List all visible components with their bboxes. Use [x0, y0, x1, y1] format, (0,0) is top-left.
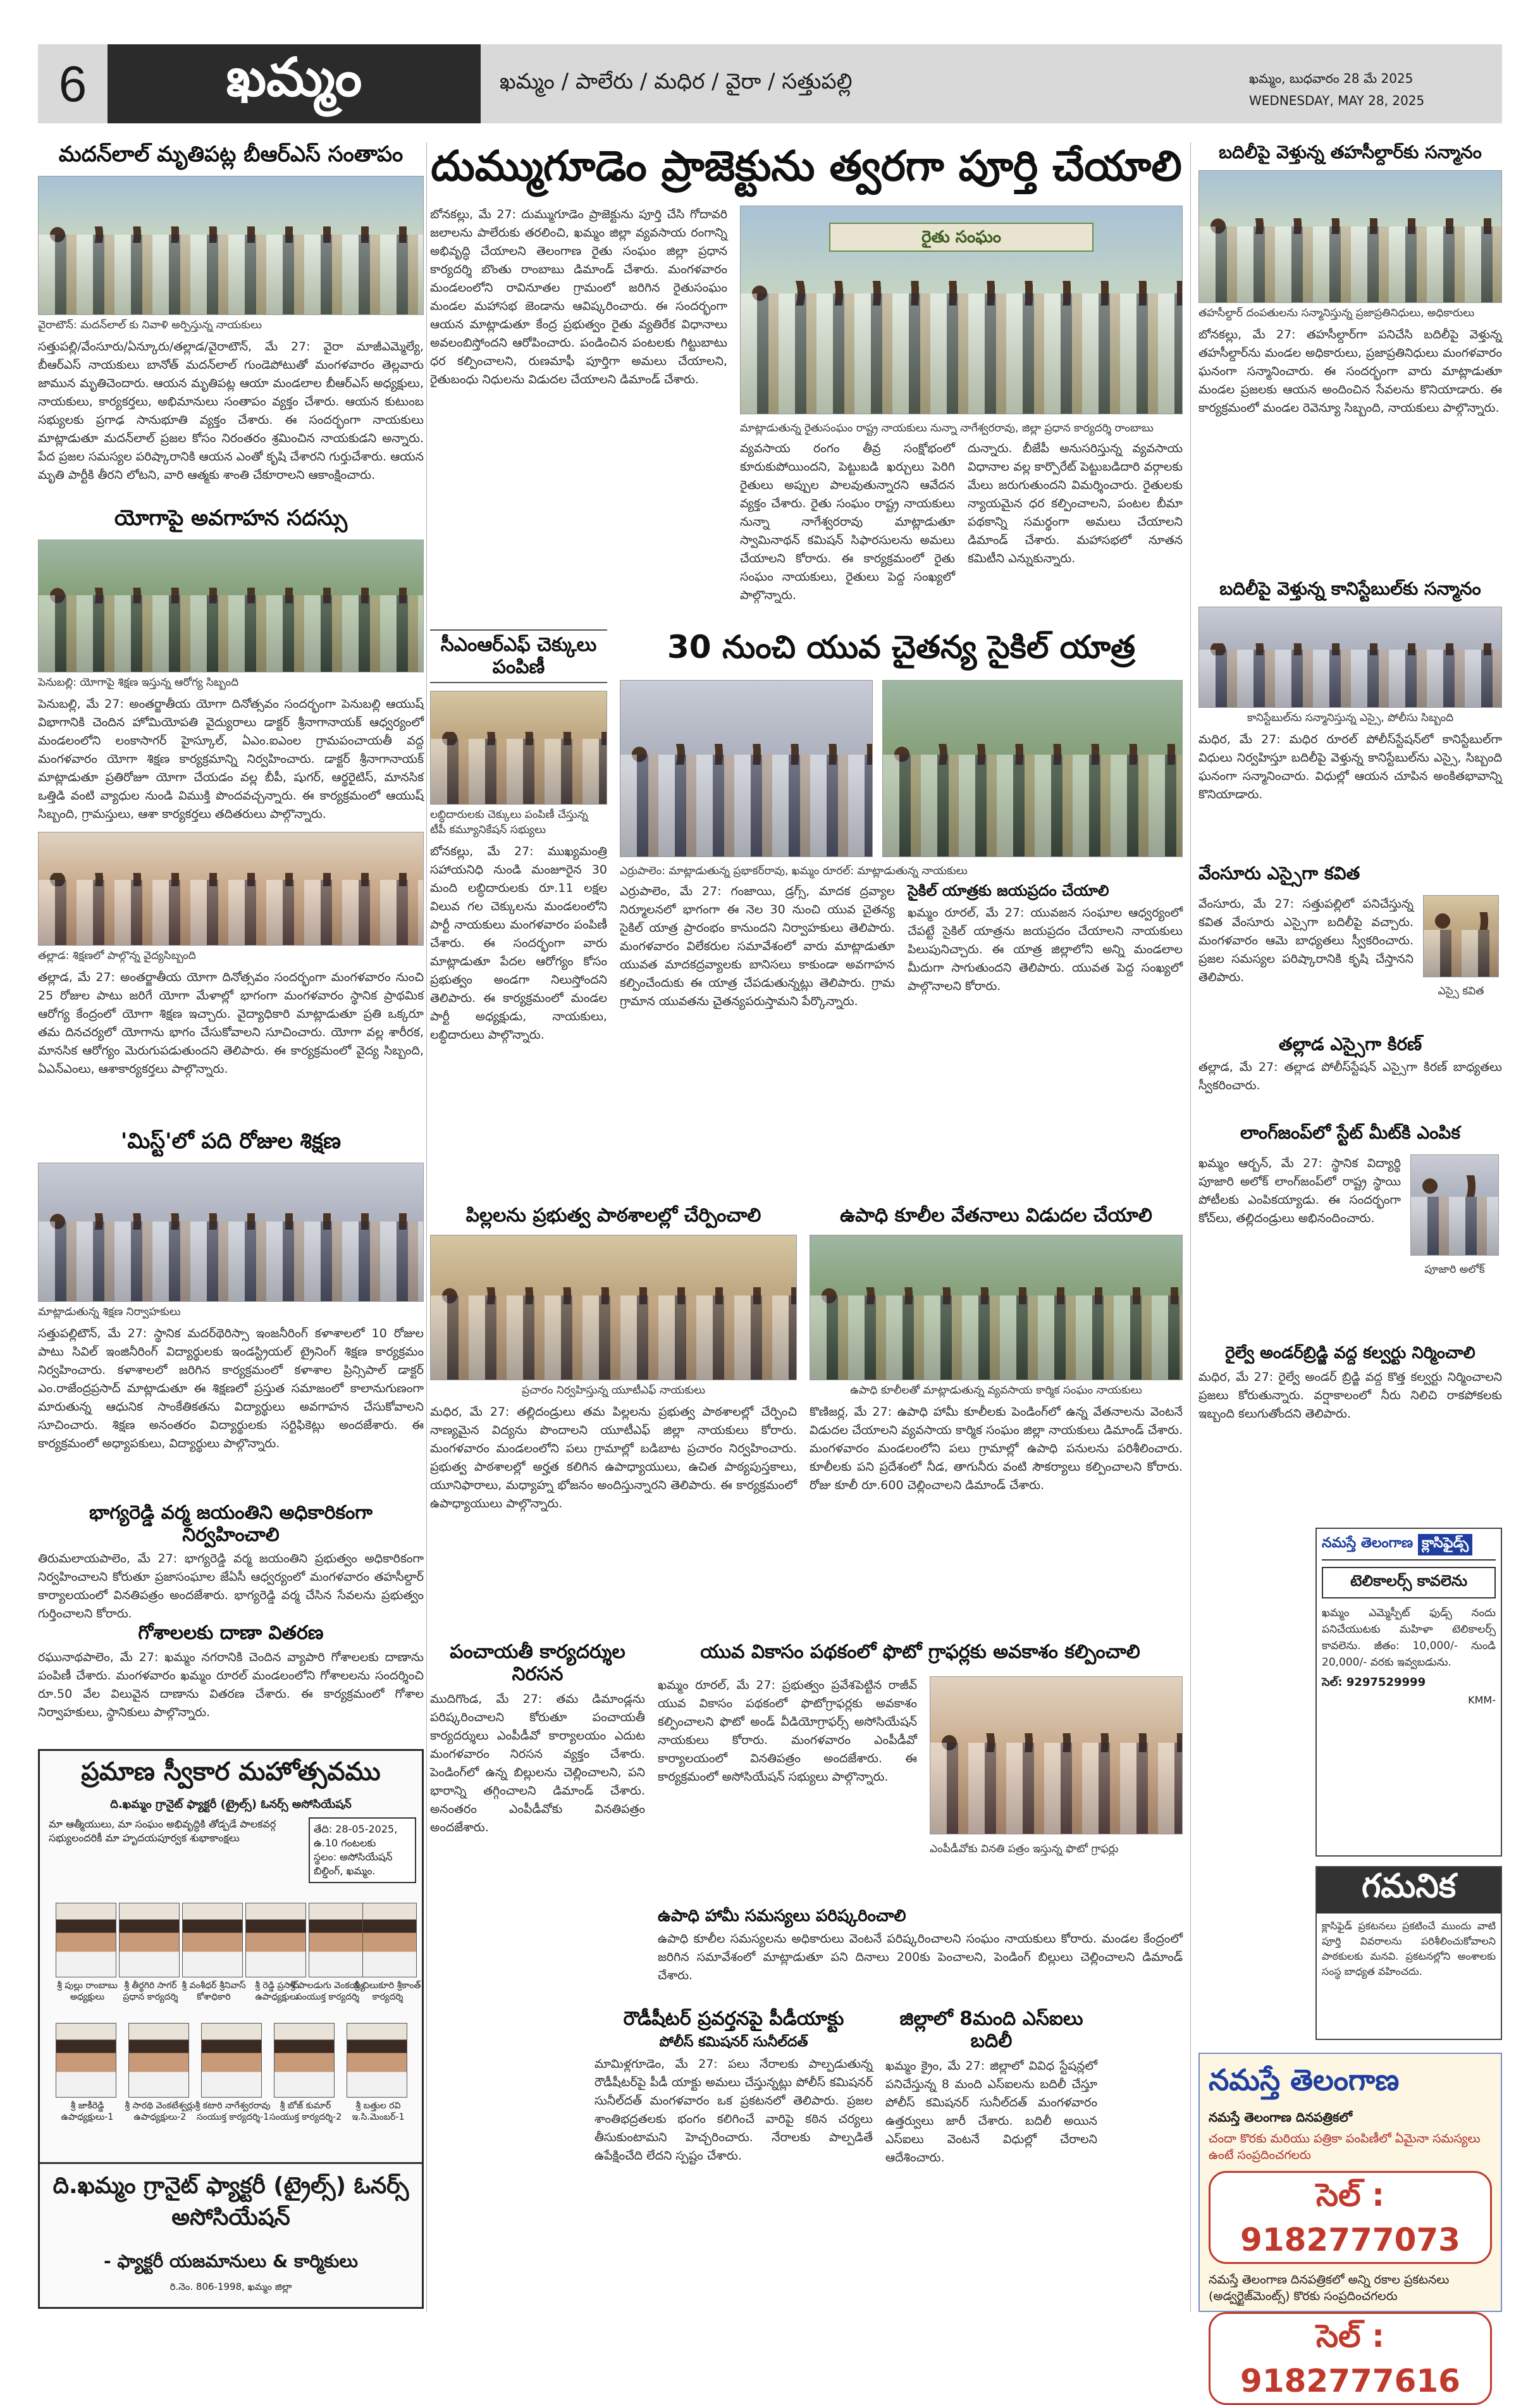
- column-rule: [1190, 142, 1191, 2312]
- news-photo: [430, 1235, 797, 1380]
- headline: యోగాపై అవగాహన సదస్సు: [114, 505, 348, 531]
- notice-title: గమనిక: [1317, 1867, 1501, 1913]
- article-tallada-si: [1198, 1034, 1502, 1116]
- article-rowdy-sheeter: [594, 2008, 873, 2312]
- article-yoga: [38, 506, 424, 825]
- article-body: వ్యవసాయ రంగం తీవ్ర సంక్షోభంలో కూరుకుపోయిందని, పెట్టుబడి ఖర్చులు పెరిగి రైతులు అప్పుల పాలవుతున్నారని ఆవేదన వ్యక్తం చేశారు. రైతు సంఘం రాష్ట్ర నాయకులు నున్నా నాగేశ్వరరావు మాట్లాడుతూ స్వామినాథన్ కమిషన్ సిఫారసులను అమలు చేయాలని కోరారు. ఈ కార్యక్రమంలో రైతు సంఘం నాయకులు, రైతులు పెద్ద సంఖ్యలో పాల్గొన్నారు.: [740, 442, 955, 602]
- classifieds-brand: నమస్తే తెలంగాణ: [1322, 1535, 1414, 1551]
- ad-venue: స్థలం: అసోసియేషన్ బిల్డింగ్, ఖమ్మం.: [314, 1851, 393, 1877]
- photo-caption: పెనుబల్లి: యోగాపై శిక్షణ ఇస్తున్న ఆరోగ్య సిబ్బంది: [38, 676, 239, 689]
- headline: తల్లాడ ఎస్సైగా కిరణ్: [1278, 1034, 1422, 1054]
- member-photo: [56, 2023, 116, 2098]
- member-caption: శ్రీ కటారి నాగేశ్వరరావు సంయుక్త కార్యదర్శి-1: [195, 2101, 271, 2122]
- article-body: మధిర, మే 27: మధిర రూరల్ పోలీస్‌స్టేషన్‌లో కానిస్టేబుల్‌గా విధులు నిర్వహిస్తూ బదిలీపై వెళ్తున్న కానిస్టేబుల్‌ను ఎస్సై, సిబ్బంది ఘనంగా సన్మానించారు. విధుల్లో ఆయన చూపిన అంకితభావాన్ని కొనియాడారు.: [1198, 733, 1502, 802]
- namaste-telangana-ad: [1198, 2053, 1502, 2399]
- masthead: [38, 44, 1502, 123]
- member-caption: శ్రీ జాకీరెడ్డి ఉపాధ్యక్షులు-1: [61, 2101, 114, 2122]
- member-caption: శ్రీ పుల్లు రాంబాబు అధ్యక్షులు: [57, 1981, 118, 2002]
- article-mist-training: [38, 1129, 424, 1496]
- photo-caption: లబ్ధిదారులకు చెక్కులు పంపిణీ చేస్తున్న టీపీ కమ్యూనికేషన్ సభ్యులు: [430, 808, 588, 836]
- advertisement-oath-ceremony: [38, 1749, 424, 2309]
- headline: బదిలీపై వెళ్తున్న కానిస్టేబుల్‌కు సన్మానం: [1219, 578, 1481, 599]
- article-body: బోనకల్లు, మే 27: ముఖ్యమంత్రి సహాయనిధి నుండి మంజూరైన 30 మంది లబ్ధిదారులకు రూ.11 లక్షల విలువ గల చెక్కులను మండలంలోని పార్టీ నాయకులు మంగళవారం పంపిణీ చేశారు. ఈ సందర్భంగా వారు మాట్లాడుతూ పేదల ఆరోగ్యం కోసం ప్రభుత్వం అండగా నిలుస్తోందని తెలిపారు. ఈ కార్యక్రమంలో మండల పార్టీ అధ్యక్షుడు, నాయకులు, లబ్ధిదారులు పాల్గొన్నారు.: [430, 844, 607, 1042]
- article-body: ఖమ్మం రూరల్, మే 27: ప్రభుత్వం ప్రవేశపెట్టిన రాజీవ్ యువ వికాసం పథకంలో ఫొటోగ్రాఫర్లకు అవకాశం కల్పించాలని ఫొటో అండ్ వీడియోగ్రాఫర్స్ అసోసియేషన్ నాయకులు కోరారు. మంగళవారం ఎంపీడీవో కార్యాలయంలో వినతిపత్రం అందజేశారు. ఈ కార్యక్రమంలో అసోసియేషన్ సభ్యులు పాల్గొన్నారు.: [658, 1678, 917, 1784]
- article-body: మధిర, మే 27: రైల్వే అండర్ బ్రిడ్జి వద్ద కొత్త కల్వర్టు నిర్మించాలని ప్రజలు కోరుతున్నారు. వర్షాకాలంలో నీరు నిలిచి రాకపోకలకు ఇబ్బంది కలుగుతోందని తెలిపారు.: [1198, 1369, 1502, 1421]
- article-goshala: [38, 1623, 424, 1740]
- article-body: దున్నారు. బీజేపీ అనుసరిస్తున్న వ్యవసాయ విధానాల వల్ల కార్పొరేట్ పెట్టుబడిదారి వర్గాలకు మేలు జరుగుతుందని విమర్శించారు. రైతులకు న్యాయమైన ధర కల్పించాలని, పంటల బీమా పథకాన్ని సమర్థంగా అమలు చేయాలని డిమాండ్ చేశారు. మహాసభలో నూతన కమిటీని ఎన్నుకున్నారు.: [968, 442, 1183, 566]
- news-photo: [38, 1163, 424, 1302]
- news-photo: [930, 1676, 1183, 1834]
- headline: మదన్‌లాల్ మృతిపట్ల బీఆర్ఎస్ సంతాపం: [58, 142, 403, 167]
- edition-name: ఖమ్మం: [108, 44, 481, 123]
- member-caption: శ్రీ వంశీధర్ శ్రీనివాస్ కోశాధికారి: [182, 1981, 246, 2002]
- photo-caption: తహసీల్దార్ దంపతులను సన్మానిస్తున్న ప్రజాప్రతినిధులు, అధికారులు: [1198, 307, 1475, 320]
- news-photo: [882, 680, 1183, 857]
- article-madanlal: [38, 142, 424, 497]
- article-body: సత్తుపల్లిటౌన్, మే 27: స్థానిక మదర్‌థెరిస్సా ఇంజనీరింగ్ కళాశాలలో 10 రోజుల పాటు సివిల్ ఇంజినీరింగ్ విద్యార్థులకు ఇండస్ట్రియల్ ట్రైనింగ్ శిక్షణ కార్యక్రమం నిర్వహించారు. కళాశాలలో జరిగిన కార్యక్రమంలో కళాశాల ప్రిన్సిపాల్ డాక్టర్ ఎం.రాజేంద్రప్రసాద్ మాట్లాడుతూ ఈ శిక్షణలో ప్రస్తుత సమాజంలో కాలానుగుణంగా మారుతున్న ఆధునిక సాంకేతికతను విద్యార్థులు అవగాహన చేసుకోవాలని సూచించారు. శిక్షణ అనంతరం విద్యార్థులకు సర్టిఫికెట్లు అందజేశారు. ఈ కార్యక్రమంలో అధ్యాపకులు, విద్యార్థులు పాల్గొన్నారు.: [38, 1326, 424, 1451]
- classifieds-body: ఖమ్మం ఎమ్మెస్పీట్ ఫుడ్స్ నందు పనిచేయుటకు మహిళా టెలికాలర్స్ కావలెను. జీతం: 10,000/- నుండి 20,000/- వరకు ఇవ్వబడును.: [1322, 1607, 1496, 1669]
- photo-banner-text: రైతు సంఘం: [921, 228, 1001, 247]
- article-body: ముదిగొండ, మే 27: తమ డిమాండ్లను పరిష్కరించాలని కోరుతూ పంచాయతీ కార్యదర్శులు ఎంపీడీవో కార్యాలయం ఎదుట మంగళవారం నిరసన వ్యక్తం చేశారు. పెండింగ్‌లో ఉన్న బిల్లులను చెల్లించాలని, పని భారాన్ని తగ్గించాలని డిమాండ్ చేశారు. అనంతరం ఎంపీడీవోకు వినతిపత్రం అందజేశారు.: [430, 1692, 645, 1834]
- article-body: రఘునాథపాలెం, మే 27: ఖమ్మం నగరానికి చెందిన వ్యాపారి గోశాలలకు దాణాను పంపిణీ చేశారు. మంగళవారం ఖమ్మం రూరల్ మండలంలోని గోశాలలను సందర్శించి రూ.50 వేల విలువైన దాణాను వితరణ చేశారు. ఈ కార్యక్రమంలో గోశాల నిర్వాహకులు, స్థానికులు పాల్గొన్నారు.: [38, 1650, 424, 1719]
- headline: బదిలీపై వెళ్తున్న తహసీల్దార్‌కు సన్మానం: [1219, 142, 1482, 163]
- ad-subtitle: ది.ఖమ్మం గ్రానైట్ ఫ్యాక్టరీ (ట్రైల్స్) ఓనర్స్ అసోసియేషన్: [110, 1798, 352, 1811]
- article-body: మామిళ్లగూడెం, మే 27: పలు నేరాలకు పాల్పడుతున్న రౌడీషీటర్‌పై పీడీ యాక్టు అమలు చేస్తున్నట్లు పోలీస్ కమిషనర్ సునీల్‌దత్ మంగళవారం ఒక ప్రకటనలో తెలిపారు. ప్రజల శాంతిభద్రతలకు భంగం కలిగించే వారిపై కఠిన చర్యలు తీసుకుంటామని హెచ్చరించారు. నేరాలకు పాల్పడితే ఉపేక్షించేది లేదని స్పష్టం చేశారు.: [594, 2056, 873, 2163]
- article-yoga-tallada: [38, 832, 424, 1123]
- ad-registration: రి.నెం. 806-1998, ఖమ్మం జిల్లా: [169, 2281, 292, 2292]
- member-photo: [245, 1903, 306, 1977]
- nt-advertisement-phone: సెల్ : 9182777616: [1209, 2312, 1492, 2405]
- article-tahsildar-felicitation: [1198, 142, 1502, 566]
- headline: 'మిస్ట్'లో పది రోజుల శిక్షణ: [120, 1128, 342, 1154]
- member-caption: శ్రీ పాలడుగు వెంకయ్య సంయుక్త కార్యదర్శి: [290, 1981, 365, 2002]
- article-cycle-yatra: [620, 629, 1183, 1192]
- member-photo: [119, 1903, 180, 1977]
- article-body: కొణిజర్ల, మే 27: ఉపాధి హామీ కూలీలకు పెండింగ్‌లో ఉన్న వేతనాలను వెంటనే విడుదల చేయాలని వ్యవసాయ కార్మిక సంఘం జిల్లా నాయకులు డిమాండ్ చేశారు. మంగళవారం మండలంలోని పలు గ్రామాల్లో ఉపాధి పనులను పరిశీలించారు. కూలీలకు పని ప్రదేశంలో నీడ, తాగునీరు వంటి సౌకర్యాలు కల్పించాలని కోరారు. రోజు కూలీ రూ.600 చెల్లించాలని డిమాండ్ చేశారు.: [810, 1404, 1183, 1492]
- member-photo: [128, 2023, 189, 2098]
- article-panchayat-protest: [430, 1641, 645, 1970]
- classifieds-phone: సెల్: 9297529999: [1322, 1676, 1426, 1689]
- member-caption: శ్రీ సారథి వెంకటేశ్వర్లు ఉపాధ్యక్షులు-2: [125, 2101, 195, 2122]
- member-photo: [309, 1903, 369, 1977]
- ad-title: ప్రమాణ స్వీకార మహోత్సవము: [81, 1757, 381, 1786]
- headline: వేంసూరు ఎస్సైగా కవిత: [1198, 863, 1360, 884]
- member-caption: శ్రీ తీర్థగిరి సాగర్ ప్రధాన కార్యదర్శి: [123, 1981, 178, 2002]
- nt-line3: నమస్తే తెలంగాణ దినపత్రికలో అన్ని రకాల ప్రకటనలు (అడ్వర్టైజ్‌మెంట్స్) కొరకు సంప్రదించగలరు: [1209, 2273, 1450, 2303]
- news-photo: [38, 176, 424, 315]
- photo-caption: ఎస్సై కవిత: [1438, 985, 1484, 998]
- article-govt-schools: [430, 1205, 797, 1629]
- photo-caption: కానిస్టేబుల్‌ను సన్మానిస్తున్న ఎస్సై, పోలీసు సిబ్బంది: [1247, 712, 1454, 725]
- member-caption: శ్రీ బత్తుల రవి ఇ.సి.మెంబర్-1: [352, 2101, 405, 2122]
- article-body: మధిర, మే 27: తల్లిదండ్రులు తమ పిల్లలను ప్రభుత్వ పాఠశాలల్లో చేర్పించి నాణ్యమైన విద్యను పొందాలని యూటీఎఫ్ జిల్లా నాయకులు కోరారు. మంగళవారం మండలంలోని పలు గ్రామాల్లో బడిబాట ప్రచారం నిర్వహించారు. ప్రభుత్వ పాఠశాలల్లో అర్హత కలిగిన ఉపాధ్యాయులు, ఉచిత పాఠ్యపుస్తకాలు, యూనిఫారాలు, మధ్యాహ్న భోజనం అందిస్తున్నారని తెలిపారు. ఈ కార్యక్రమంలో ఉపాధ్యాయులు పాల్గొన్నారు.: [430, 1404, 797, 1511]
- article-si-transfers: [885, 2008, 1097, 2312]
- page-number: 6: [38, 44, 108, 123]
- notice-box: [1315, 1866, 1502, 2040]
- news-photo: [1198, 170, 1502, 303]
- nt-logo: నమస్తే తెలంగాణ: [1209, 2063, 1400, 2097]
- member-caption: శ్రీ రెడ్డి ప్రసాద్ ఉపాధ్యక్షులు: [255, 1981, 299, 2002]
- subheadline: సైకిల్ యాత్రకు జయప్రదం చేయాలి: [908, 882, 1109, 900]
- article-body: ఖమ్మం క్రైం, మే 27: జిల్లాలో వివిధ స్టేషన్లలో పనిచేస్తున్న 8 మంది ఎస్ఐలను బదిలీ చేస్తూ పోలీస్ కమిషనర్ సునీల్‌దత్ మంగళవారం ఉత్తర్వులు జారీ చేశారు. బదిలీ అయిన ఎస్ఐలు వెంటనే విధుల్లో చేరాలని ఆదేశించారు.: [885, 2059, 1097, 2165]
- headline: గోశాలలకు దాణా వితరణ: [138, 1622, 324, 1644]
- headline: లాంగ్‌జంప్‌లో స్టేట్ మీట్‌కి ఎంపిక: [1240, 1122, 1460, 1143]
- lead-headline: దుమ్ముగూడెం ప్రాజెక్టును త్వరగా పూర్తి చేయాలి: [431, 142, 1182, 190]
- article-body: తల్లాడ, మే 27: అంతర్జాతీయ యోగా దినోత్సవం సందర్భంగా మంగళవారం నుంచి 25 రోజుల పాటు జరిగే యోగా మేళాల్లో భాగంగా మంగళవారం స్థానిక ప్రాథమిక ఆరోగ్య కేంద్రంలో యోగా శిక్షణ ఇచ్చారు. వైద్యాధికారి మాట్లాడుతూ ప్రతి ఒక్కరూ తమ దినచర్యలో యోగాను భాగం చేసుకోవాలని సూచించారు. యోగా వల్ల శారీరక, మానసిక ఆరోగ్యం మెరుగుపడుతుందని తెలిపారు. ఈ కార్యక్రమంలో వైద్య సిబ్బంది, ఏఎన్ఎంలు, ఆశాకార్యకర్తలు పాల్గొన్నారు.: [38, 970, 424, 1076]
- article-longjump: [1198, 1123, 1502, 1338]
- headline: భాగ్యరెడ్డి వర్మ జయంతిని అధికారికంగా నిర్వహించాలి: [89, 1502, 373, 1546]
- member-photo: [56, 1903, 116, 1977]
- article-constable-felicitation: [1198, 579, 1502, 851]
- ad-greeting: మా ఆత్మీయులు, మా సంఘం అభివృద్ధికి తోడ్పడే పాలకవర్గ సభ్యులందరికీ మా హృదయపూర్వక శుభాకాంక్షలు: [49, 1818, 276, 1844]
- classifieds-code: KMM-: [1468, 1694, 1496, 1706]
- article-body: ఉపాధి కూలీల సమస్యలను అధికారులు వెంటనే పరిష్కరించాలని సంఘం నాయకులు కోరారు. మండల కేంద్రంలో జరిగిన సమావేశంలో మాట్లాడుతూ పని దినాలు 200కు పెంచాలని, పెండింగ్ బిల్లులు చెల్లించాలని డిమాండ్ చేశారు.: [658, 1931, 1183, 1982]
- photo-caption: మాట్లాడుతున్న రైతుసంఘం రాష్ట్ర నాయకులు నున్నా నాగేశ్వరరావు, జిల్లా ప్రధాన కార్యదర్శి రాంబాబు: [740, 422, 1154, 435]
- article-vemsur-si: [1198, 863, 1502, 1028]
- member-caption: శ్రీ చిలుకూరి శ్రీకాంత్ కార్యదర్శి: [354, 1981, 421, 2002]
- article-body: ఖమ్మం ఆర్బన్, మే 27: స్థానిక విద్యార్థి పూజారి అలోక్ లాంగ్‌జంప్‌లో రాష్ట్ర స్థాయి పోటీలకు ఎంపికయ్యాడు. ఈ సందర్భంగా కోచ్‌లు, తల్లిదండ్రులు అభినందించారు.: [1198, 1156, 1401, 1225]
- photo-caption: మాట్లాడుతున్న శిక్షణ నిర్వాహకులు: [38, 1306, 181, 1319]
- article-body: బోనకల్లు, మే 27: దుమ్ముగూడెం ప్రాజెక్టును పూర్తి చేసి గోదావరి జలాలను పాలేరుకు తరలించి, ఖమ్మం జిల్లా వ్యవసాయ రంగాన్ని అభివృద్ధి చేయాలని తెలంగాణ రైతు సంఘం జిల్లా ప్రధాన కార్యదర్శి బొంతు రాంబాబు డిమాండ్ చేశారు. మంగళవారం మండలంలోని రావినూతల గ్రామంలో జరిగిన రైతుసంఘం మండల మహాసభ జెండాను ఆవిష్కరించారు. ఈ సందర్భంగా ఆయన మాట్లాడుతూ కేంద్ర ప్రభుత్వం రైతు వ్యతిరేక విధానాలు అవలంబిస్తోందని ఆరోపించారు. పండించిన పంటలకు గిట్టుబాటు ధర కల్పించాలని, రుణమాఫీ పూర్తిగా అమలు చేయాలని, రైతుబంధు నిధులను విడుదల చేయాలని డిమాండ్ చేశారు.: [430, 207, 727, 386]
- news-photo: [620, 680, 873, 857]
- headline: సీఎంఆర్ఎఫ్ చెక్కులు పంపిణీ: [430, 629, 607, 683]
- classifieds-ad: [1315, 1528, 1502, 1857]
- news-photo: [38, 540, 424, 672]
- edition-places: ఖమ్మం / పాలేరు / మధిర / వైరా / సత్తుపల్లి: [481, 44, 1236, 123]
- news-photo: [810, 1235, 1183, 1380]
- member-photo: [274, 2023, 335, 2098]
- nt-line1: నమస్తే తెలంగాణ దినపత్రికలో: [1209, 2110, 1353, 2125]
- article-body: తిరుమలాయపాలెం, మే 27: భాగ్యరెడ్డి వర్మ జయంతిని ప్రభుత్వం అధికారికంగా నిర్వహించాలని కోరుతూ ప్రజాసంఘాల జేఏసీ ఆధ్వర్యంలో మంగళవారం తహసీల్దార్ కార్యాలయంలో వినతిపత్రం అందజేశారు. భాగ్యరెడ్డి వర్మ చేసిన సేవలను ప్రభుత్వం గుర్తించాలని కోరారు.: [38, 1552, 424, 1621]
- classifieds-title: టెలికాలర్స్ కావలెను: [1322, 1567, 1496, 1598]
- headline: ఉపాధి కూలీల వేతనాలు విడుదల చేయాలి: [840, 1204, 1152, 1227]
- column-left: [38, 142, 424, 2312]
- headline: రైల్వే అండర్‌బ్రిడ్జి వద్ద కల్వర్టు నిర్మించాలి: [1225, 1344, 1475, 1363]
- article-body: సత్తుపల్లి/వేంసూరు/ఏన్కూరు/తల్లాడ/వైరాటౌన్, మే 27: వైరా మాజీఎమ్మెల్యే, బీఆర్ఎస్ నాయకులు బానోత్ మదన్‌లాల్ గుండెపోటుతో మంగళవారం తెల్లవారు జామున మృతిచెందారు. ఆయన మృతిపట్ల ఆయా మండలాల బీఆర్ఎస్ అధ్యక్షులు, నాయకులు, కార్యకర్తలు, అభిమానులు సంతాపం వ్యక్తం చేశారు. ఆయన కుటుంబ సభ్యులకు ప్రగాఢ సానుభూతి వ్యక్తం చేశారు. ఈ సందర్భంగా నాయకులు మాట్లాడుతూ మదన్‌లాల్ ప్రజల కోసం నిరంతరం శ్రమించిన నాయకుడని అన్నారు. పేద ప్రజల సమస్యల పరిష్కారానికి ఆయన ఎంతో కృషి చేశారని గుర్తుచేశారు. ఆయన మృతి పార్టీకి తీరని లోటని, వారి ఆత్మకు శాంతి చేకూరాలని ఆకాంక్షించారు.: [38, 340, 424, 483]
- photo-caption: ఎర్రుపాలెం: మాట్లాడుతున్న ప్రభాకర్‌రావు, ఖమ్మం రూరల్: మాట్లాడుతున్న నాయకులు: [620, 865, 968, 877]
- member-photo: [201, 2023, 262, 2098]
- headline: పిల్లలను ప్రభుత్వ పాఠశాలల్లో చేర్పించాలి: [465, 1204, 761, 1227]
- member-photo: [347, 2023, 407, 2098]
- issue-date-en: WEDNESDAY, MAY 28, 2025: [1249, 93, 1425, 108]
- headline: జిల్లాలో 8మంది ఎస్ఐలు బదిలీ: [899, 2008, 1083, 2052]
- article-bhagyareddy: [38, 1502, 424, 1621]
- photo-caption: ఎంపీడీవోకు వినతి పత్రం ఇస్తున్న ఫొటో గ్రాఫర్లు: [930, 1843, 1119, 1855]
- headline: రౌడీషీటర్ ప్రవర్తనపై పీడీయాక్టు: [623, 2008, 844, 2030]
- article-photographers: [658, 1641, 1183, 1895]
- lead-photo: [740, 206, 1183, 414]
- article-body: ఖమ్మం రూరల్, మే 27: యువజన సంఘాల ఆధ్వర్యంలో చేపట్టే సైకిల్ యాత్రను జయప్రదం చేయాలని నాయకులు పిలుపునిచ్చారు. ఈ యాత్ర జిల్లాలోని అన్ని మండలాల మీదుగా సాగుతుందని తెలిపారు. యువత పెద్ద సంఖ్యలో పాల్గొనాలని కోరారు.: [908, 905, 1183, 993]
- photo-caption: ప్రచారం నిర్వహిస్తున్న యూటీఎఫ్ నాయకులు: [521, 1383, 706, 1397]
- classifieds-tag: క్లాసిఫైడ్స్: [1418, 1534, 1472, 1555]
- news-photo: [1198, 607, 1502, 708]
- member-photo: [362, 1903, 417, 1977]
- ad-footer-title: ది.ఖమ్మం గ్రానైట్ ఫ్యాక్టరీ (ట్రైల్స్) ఓనర్స్ అసోసియేషన్: [40, 2162, 422, 2244]
- article-upadhi-issues: [658, 1907, 1183, 1996]
- article-upadhi-wages: [810, 1205, 1183, 1629]
- article-body: పెనుబల్లి, మే 27: అంతర్జాతీయ యోగా దినోత్సవం సందర్భంగా పెనుబల్లి ఆయుష్ విభాగానికి చెందిన హోమియోపతి వైద్యురాలు డాక్టర్ శ్రీనాగానాయక్ ఆధ్వర్యంలో మండలంలోని లంకాసాగర్ హైస్కూల్, ఏఎం.ఐఎంల గ్రామపంచాయతీ వద్ద మంగళవారం యోగా శిక్షణ కార్యక్రమాన్ని నిర్వహించారు. డాక్టర్ శ్రీనాగానాయక్ మాట్లాడుతూ ప్రతిరోజూ యోగా చేయడం వల్ల బీపీ, షుగర్, ఆర్థరైటిస్, మానసిక ఒత్తిడి వంటి వ్యాధుల నుండి విముక్తి పొందవచ్చన్నారు. ఈ కార్యక్రమంలో ఆయుష్ సిబ్బంది, గ్రామస్తులు, ఆశా కార్యకర్తలు తదితరులు పాల్గొన్నారు.: [38, 697, 424, 822]
- portrait-photo: [1410, 1154, 1499, 1256]
- nt-line2: చందా కొరకు మరియు పత్రికా పంపిణీలో ఏమైనా సమస్యలు ఉంటే సంప్రదించగలరు: [1209, 2132, 1481, 2162]
- article-cmrf: [430, 629, 607, 1192]
- headline: పంచాయతీ కార్యదర్శుల నిరసన: [450, 1641, 625, 1685]
- column-right: [1198, 142, 1502, 2399]
- headline: యువ వికాసం పథకంలో ఫొటో గ్రాఫర్లకు అవకాశం కల్పించాలి: [700, 1641, 1140, 1663]
- article-railway-culvert: [1198, 1344, 1502, 1521]
- article-body: వేంసూరు, మే 27: సత్తుపల్లిలో పనిచేస్తున్న కవిత వేంసూరు ఎస్సైగా బదిలీపై వచ్చారు. మంగళవారం ఆమె బాధ్యతలు స్వీకరించారు. ప్రజల సమస్యల పరిష్కారానికి కృషి చేస్తానని తెలిపారు.: [1198, 897, 1414, 984]
- headline: ఉపాధి హామీ సమస్యలు పరిష్కరించాలి: [658, 1907, 906, 1926]
- issue-date: [1236, 44, 1502, 123]
- article-body: బోనకల్లు, మే 27: తహసీల్దార్‌గా పనిచేసి బదిలీపై వెళ్తున్న తహసీల్దార్‌ను మండల అధికారులు, ప్రజాప్రతినిధులు మంగళవారం ఘనంగా సన్మానించారు. ఈ సందర్భంగా వారు మాట్లాడుతూ మండల ప్రజలకు ఆయన అందించిన సేవలను కొనియాడారు. ఈ కార్యక్రమంలో మండల రెవెన్యూ సిబ్బంది, నాయకులు పాల్గొన్నారు.: [1198, 328, 1502, 416]
- portrait-photo: [1423, 895, 1499, 977]
- column-rule: [426, 142, 427, 2312]
- ad-date: తేది: 28-05-2025, ఉ.10 గంటలకు: [314, 1823, 398, 1849]
- subheadline: పోలీస్ కమిషనర్ సునీల్‌దత్: [659, 2034, 808, 2050]
- photo-caption: వైరాటౌన్: మదన్‌లాల్ కు నివాళి అర్పిస్తున్న నాయకులు: [38, 319, 262, 332]
- ad-date-venue: [309, 1817, 416, 1883]
- member-photo: [182, 1903, 243, 1977]
- issue-date-te: ఖమ్మం, బుధవారం 28 మే 2025: [1249, 71, 1414, 86]
- article-body: ఎర్రుపాలెం, మే 27: గంజాయి, డ్రగ్స్, మాదక ద్రవ్యాల నిర్మూలనలో భాగంగా ఈ నెల 30 నుంచి యువ చైతన్య సైకిల్ యాత్ర ప్రారంభం కానుందని నిర్వాహకులు తెలిపారు. మంగళవారం విలేకరుల సమావేశంలో వారు మాట్లాడుతూ యువత మాదకద్రవ్యాలకు బానిసలు కాకుండా అవగాహన కల్పించేందుకు ఈ యాత్ర చేపడుతున్నట్లు తెలిపారు. గ్రామ గ్రామాన యువతను చైతన్యపరుస్తామని పేర్కొన్నారు.: [620, 884, 895, 1008]
- ad-footer-sub: - ఫ్యాక్టరీ యజమానులు & కార్మికులు: [104, 2251, 358, 2272]
- notice-body: క్లాసిఫైడ్ ప్రకటనలు ప్రకటించే ముందు వాటి పూర్తి వివరాలను పరిశీలించుకోవాలని పాఠకులకు మనవి. ప్రకటనల్లోని అంశాలకు సంస్థ బాధ్యత వహించదు.: [1322, 1920, 1496, 1977]
- article-body: తల్లాడ, మే 27: తల్లాడ పోలీస్‌స్టేషన్ ఎస్సైగా కిరణ్ బాధ్యతలు స్వీకరించారు.: [1198, 1060, 1502, 1093]
- nt-subscription-phone: సెల్ : 9182777073: [1209, 2171, 1492, 2264]
- headline: 30 నుంచి యువ చైతన్య సైకిల్ యాత్ర: [667, 629, 1136, 665]
- photo-caption: తల్లాడ: శిక్షణలో పాల్గొన్న వైద్యసిబ్బంది: [38, 949, 196, 962]
- article-dummugudem: [430, 142, 1183, 614]
- news-photo: [38, 832, 424, 946]
- column-center: [430, 142, 1183, 2312]
- news-photo: [430, 691, 607, 805]
- photo-caption: ఉపాధి కూలీలతో మాట్లాడుతున్న వ్యవసాయ కార్మిక సంఘం నాయకులు: [850, 1383, 1142, 1397]
- photo-caption: పూజారి అలోక్: [1424, 1263, 1485, 1276]
- member-caption: శ్రీ బోజ్ కుమార్ సంయుక్త కార్యదర్శి-2: [269, 2101, 342, 2122]
